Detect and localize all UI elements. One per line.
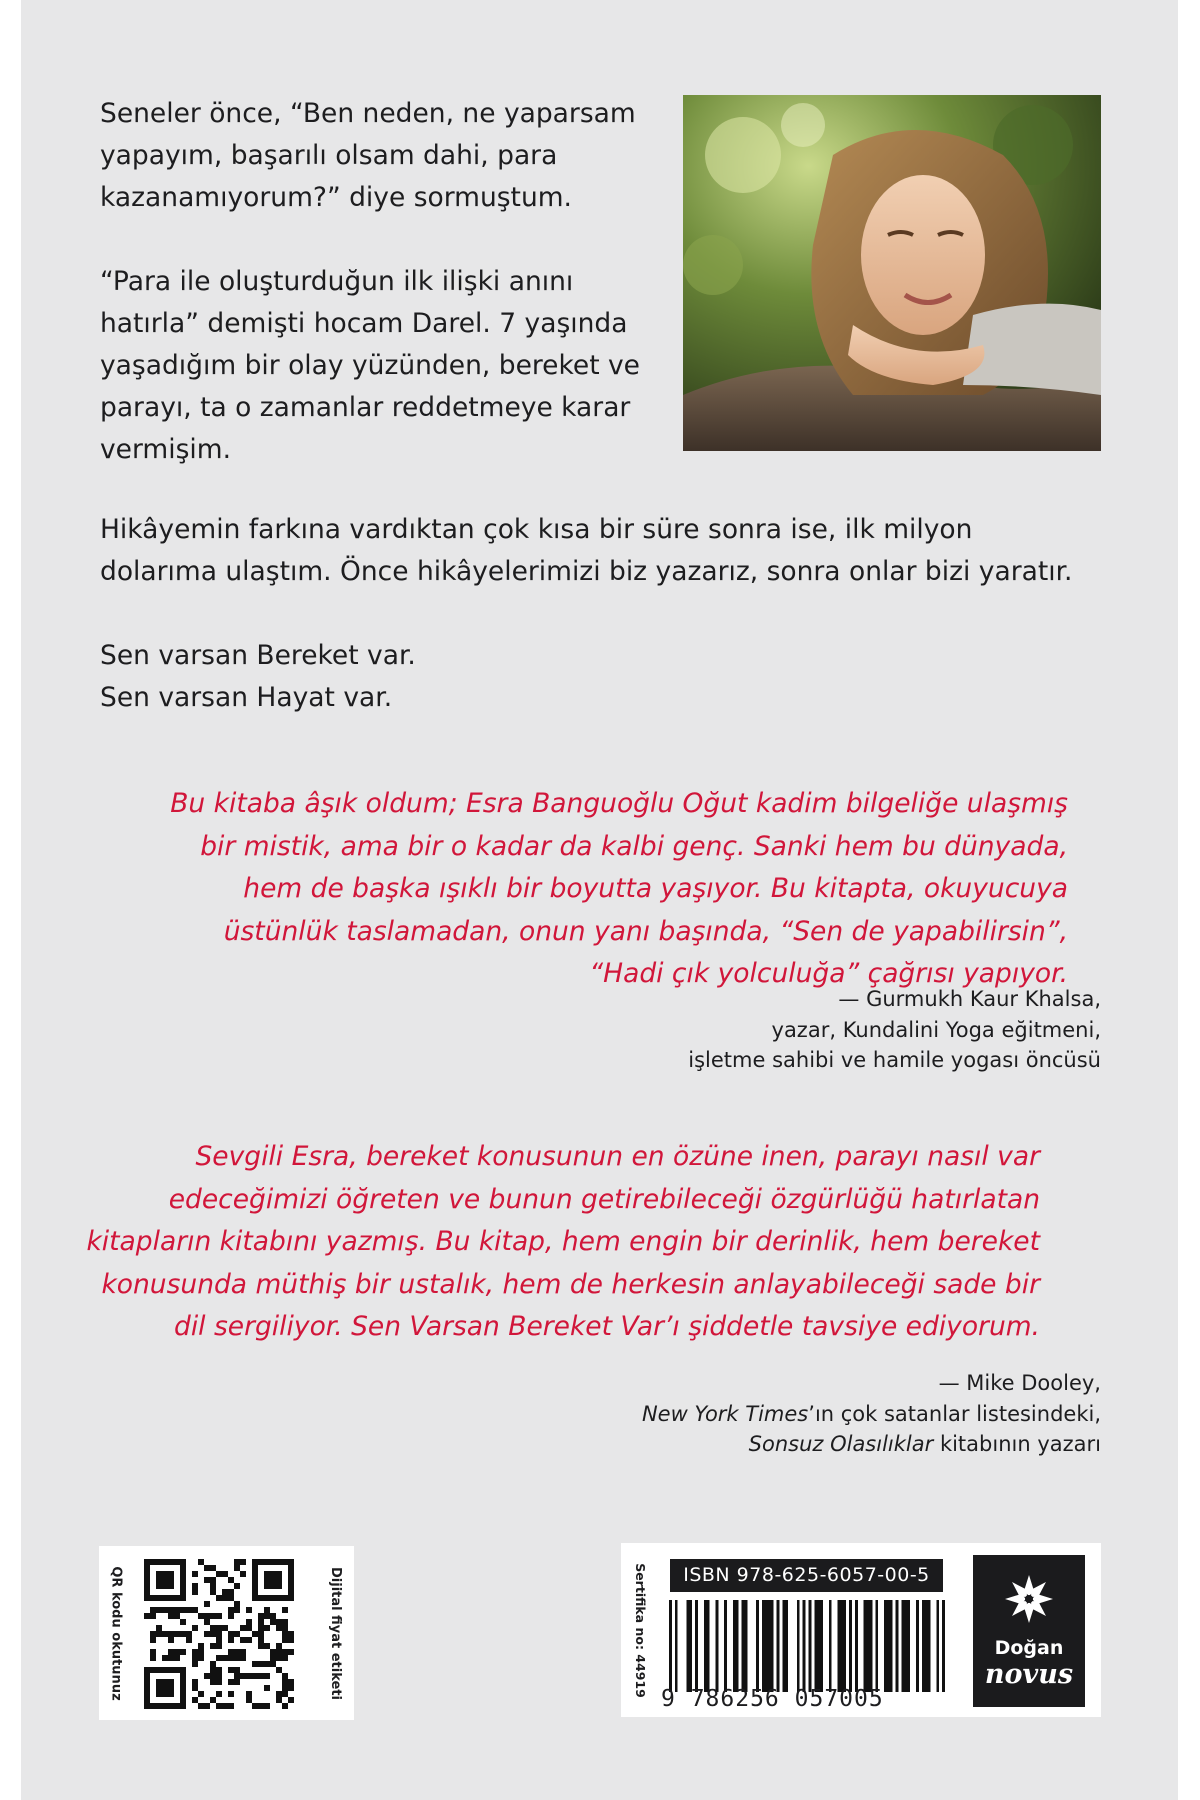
barcode-digits: 9 786256 057005 [661,1686,884,1712]
body-text [100,509,1100,761]
text-line: Sen varsan Bereket var. [100,640,416,671]
quote-line: dil sergiliyor. Sen Varsan Bereket Var’ı şiddetle tavsiye ediyorum. [174,1311,1040,1342]
body-paragraph-3 [100,509,1100,593]
quote-line: konusunda müthiş bir ustalık, hem de herkesin anlayabileceği sade bir [101,1268,1040,1300]
publisher-name: Doğan [994,1637,1064,1659]
endorsement-quote-1 [68,783,1068,996]
publisher-imprint: novus [984,1659,1074,1690]
body-paragraph-4 [100,635,1100,719]
newspaper-title: New York Times [641,1401,809,1426]
quote-line: Sevgili Esra, bereket konusunun en özüne inen, parayı nasıl var [195,1141,1040,1172]
intro-paragraph-1: Seneler önce, “Ben neden, ne yaparsam yapayım, başarılı olsam dahi, para kazanamıyorum?” diye sormuştum. [100,98,636,213]
isbn-label: ISBN 978-625-6057-00-5 [670,1559,943,1592]
barcode-icon [669,1600,945,1692]
attribution-line [401,1429,1101,1460]
attribution-text: kitabının yazarı [933,1432,1101,1456]
publisher-logo [973,1555,1085,1707]
text-line: Hikâyemin farkına vardıktan çok kısa bir süre sonra ise, ilk milyon [100,514,973,545]
quote-line: hem de başka ışıklı bir boyutta yaşıyor. Bu kitapta, okuyucuya [243,873,1068,904]
quote-line: üstünlük taslamadan, onun yanı başında, “Sen de yapabilirsin”, [223,915,1068,947]
qr-price-tag [99,1546,354,1720]
quote-line: bir mistik, ama bir o kadar da kalbi genç. Sanki hem bu dünyada, [200,830,1068,862]
isbn-barcode-panel [621,1543,1101,1717]
digital-price-text: Dijital fiyat etiketi [328,1566,344,1700]
intro-text [100,93,660,513]
endorsement-attribution-1 [401,984,1101,1076]
qr-scan-text: QR kodu okutunuz [108,1565,124,1701]
text-line: dolarıma ulaştım. Önce hikâyelerimizi biz yazarız, sonra onlar bizi yaratır. [100,556,1073,587]
qr-scan-label [101,1546,131,1720]
quote-line: “Hadi çık yolculuğa” çağrısı yapıyor. [589,958,1068,989]
certificate-text: Sertifika no: 44919 [632,1562,648,1698]
endorsement-quote-2 [40,1136,1040,1349]
author-photo [683,95,1101,451]
quote-line: Bu kitaba âşık oldum; Esra Banguoğlu Oğut kadim bilgeliğe ulaşmış [170,788,1068,819]
certificate-number [627,1543,653,1717]
attribution-text: ’ın çok satanlar listesindeki, [808,1401,1101,1426]
book-title: Sonsuz Olasılıklar [748,1432,934,1456]
attribution-line: — Gurmukh Kaur Khalsa, [838,987,1101,1011]
endorsement-attribution-2 [401,1368,1101,1460]
intro-paragraph-2: “Para ile oluşturduğun ilk ilişki anını hatırla” demişti hocam Darel. 7 yaşında yaşadığım bir olay yüzünden, bereket ve parayı, ta o zamanlar reddetmeye karar vermişim. [100,266,640,465]
quote-line: kitapların kitabını yazmış. Bu kitap, hem engin bir derinlik, hem bereket [86,1226,1040,1257]
digital-price-label [321,1546,351,1720]
star-flower-icon [1003,1573,1055,1625]
attribution-line [401,1399,1101,1430]
attribution-name: — Mike Dooley, [938,1371,1101,1395]
quote-line: edeceğimizi öğreten ve bunun getirebileceği özgürlüğü hatırlatan [168,1183,1040,1215]
qr-code-icon[interactable] [144,1559,294,1709]
attribution-line: işletme sahibi ve hamile yogası öncüsü [688,1048,1101,1072]
text-line: Sen varsan Hayat var. [100,682,393,713]
attribution-line: yazar, Kundalini Yoga eğitmeni, [771,1017,1101,1042]
